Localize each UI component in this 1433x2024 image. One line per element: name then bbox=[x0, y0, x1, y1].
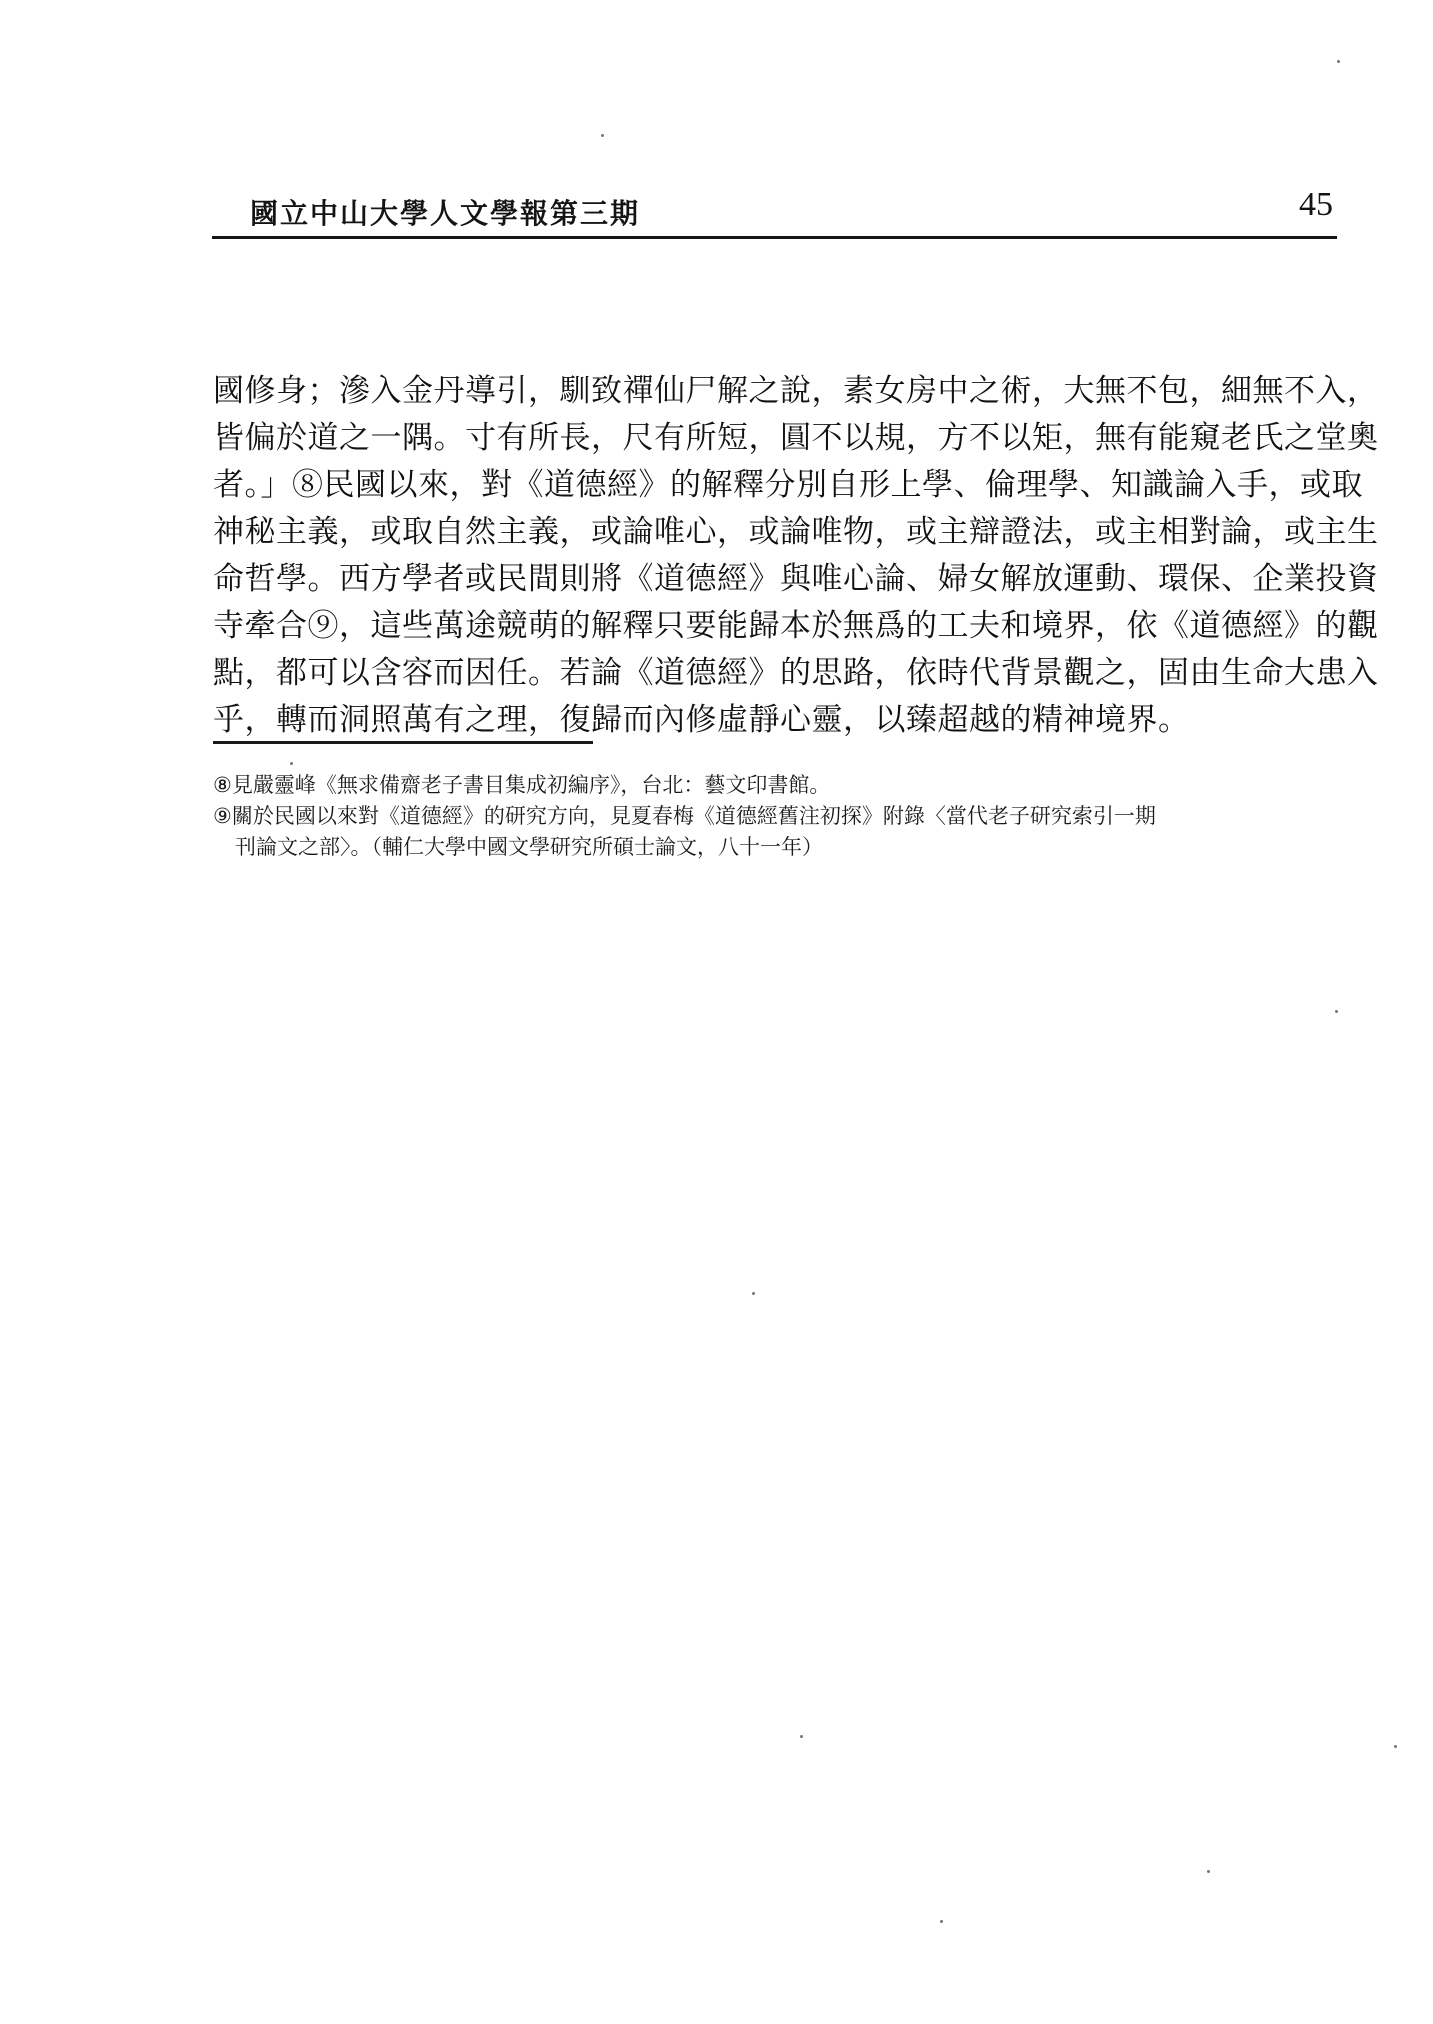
footnote-8 bbox=[213, 770, 1333, 801]
body-line: 乎，轉而洞照萬有之理，復歸而內修虛靜心靈，以臻超越的精神境界。 bbox=[213, 702, 1190, 738]
scan-speck bbox=[1207, 1870, 1210, 1873]
footnotes bbox=[213, 770, 1333, 863]
scan-speck bbox=[1394, 1745, 1397, 1748]
body-line: 皆偏於道之一隅。寸有所長，尺有所短，圓不以規，方不以矩，無有能窺老氏之堂奧 bbox=[213, 420, 1379, 456]
header-rule bbox=[212, 236, 1337, 239]
scan-speck bbox=[1337, 60, 1340, 63]
body-line: 寺牽合⑨，這些萬途競萌的解釋只要能歸本於無爲的工夫和境界，依《道德經》的觀 bbox=[213, 608, 1379, 644]
footnote-9 bbox=[213, 801, 1333, 863]
footnote-9-continuation: 刊論文之部〉。（輔仁大學中國文學研究所碩士論文，八十一年） bbox=[235, 835, 823, 859]
body-line: 神秘主義，或取自然主義，或論唯心，或論唯物，或主辯證法，或主相對論，或主生 bbox=[213, 514, 1379, 550]
footnote-separator bbox=[213, 741, 593, 744]
scan-speck bbox=[1335, 1010, 1338, 1013]
scan-speck bbox=[601, 134, 604, 137]
running-head-title: 國立中山大學人文學報第三期 bbox=[250, 197, 641, 230]
body-line: 國修身；滲入金丹導引，馴致禪仙尸解之說，素女房中之術，大無不包，細無不入， bbox=[213, 373, 1379, 409]
scan-speck bbox=[752, 1292, 755, 1295]
body-line: 點，都可以含容而因任。若論《道德經》的思路，依時代背景觀之，固由生命大患入 bbox=[213, 655, 1379, 691]
body-line: 命哲學。西方學者或民間則將《道德經》與唯心論、婦女解放運動、環保、企業投資 bbox=[213, 561, 1379, 597]
page-number: 45 bbox=[1299, 186, 1333, 223]
scan-speck bbox=[800, 1735, 803, 1738]
body-paragraph bbox=[213, 368, 1379, 744]
scan-speck bbox=[290, 762, 293, 765]
footnote-9-text: ⑨關於民國以來對《道德經》的研究方向，見夏春梅《道德經舊注初探》附錄〈當代老子研究索引一期 bbox=[213, 804, 1156, 828]
body-line: 者。」⑧民國以來，對《道德經》的解釋分別自形上學、倫理學、知識論入手，或取 bbox=[213, 467, 1363, 503]
footnote-8-text: ⑧見嚴靈峰《無求備齋老子書目集成初編序》，台北：藝文印書館。 bbox=[213, 773, 831, 797]
scan-speck bbox=[940, 1920, 943, 1923]
